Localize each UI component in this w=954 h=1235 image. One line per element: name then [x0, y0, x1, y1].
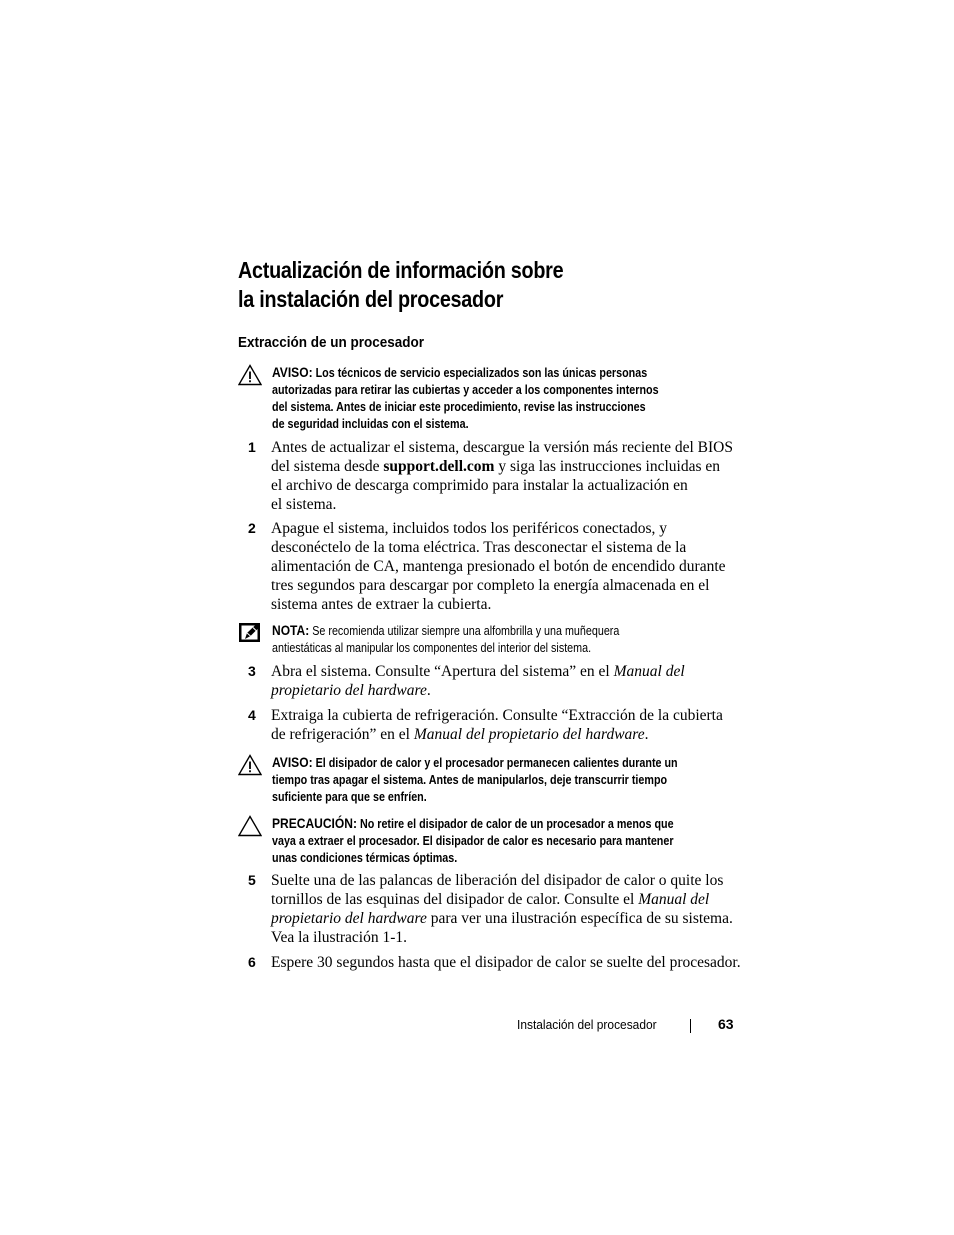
page-title-line-2: la instalación del procesador — [238, 286, 504, 312]
manual-title: Manual del propietario del hardware — [413, 726, 645, 743]
support-link: support.dell.com — [383, 458, 495, 475]
step-line — [271, 890, 771, 909]
footer-section-title: Instalación del procesador — [517, 1017, 657, 1032]
step-line: Antes de actualizar el sistema, descargue la versión más reciente del BIOS — [271, 439, 733, 456]
step-text-segment: . — [644, 726, 649, 743]
caution-triangle-icon — [238, 815, 262, 837]
caution-label: PRECAUCIÓN: — [272, 815, 357, 831]
step-number: 1 — [248, 439, 256, 455]
step-text-segment: Abra el sistema. Consulte “Apertura del sistema” en el — [271, 663, 614, 680]
page-number: 63 — [718, 1016, 734, 1032]
step-line: el sistema. — [271, 496, 337, 513]
warning-notice-1-text — [272, 364, 736, 433]
step-line: desconéctelo de la toma eléctrica. Tras desconectar el sistema de la — [271, 539, 687, 556]
step-line: Vea la ilustración 1-1. — [271, 929, 408, 946]
note-line: antiestáticas al manipular los componentes del interior del sistema. — [272, 641, 592, 655]
step-number: 5 — [248, 872, 256, 888]
page-title — [238, 256, 754, 314]
step-text-segment: y siga las instrucciones incluidas en — [494, 458, 721, 475]
step-line: Suelte una de las palancas de liberación del disipador de calor o quite los — [271, 872, 724, 889]
step-1-text — [271, 438, 771, 514]
step-5-text — [271, 871, 771, 947]
step-line — [271, 681, 771, 700]
page-title-line-1: Actualización de información sobre — [238, 257, 564, 283]
step-line — [271, 909, 771, 928]
note-label: NOTA: — [272, 622, 310, 638]
step-line — [271, 725, 771, 744]
step-number: 3 — [248, 663, 256, 679]
warning-notice-2-line: El disipador de calor y el procesador permanecen calientes durante un — [315, 756, 678, 770]
warning-notice-1-line: autorizadas para retirar las cubiertas y acceder a los componentes internos — [272, 383, 659, 397]
step-line: alimentación de CA, mantenga presionado el botón de encendido durante — [271, 558, 726, 575]
caution-line: vaya a extraer el procesador. El disipador de calor es necesario para mantener — [272, 834, 674, 848]
note-line: Se recomienda utilizar siempre una alfombrilla y una muñequera — [312, 624, 620, 638]
step-line — [271, 457, 771, 476]
note-pencil-icon — [238, 622, 262, 644]
footer-divider — [690, 1019, 691, 1033]
warning-notice-2-text — [272, 754, 736, 806]
manual-title: Manual del — [613, 663, 685, 680]
step-line: Extraiga la cubierta de refrigeración. Consulte “Extracción de la cubierta — [271, 707, 723, 724]
step-6-text — [271, 953, 771, 972]
step-number: 4 — [248, 707, 256, 723]
step-text-segment: tornillos de las esquinas del disipador de calor. Consulte el — [271, 891, 639, 908]
step-2-text — [271, 519, 771, 614]
warning-notice-2-line: suficiente para que se enfríen. — [272, 790, 427, 804]
step-text-segment: de refrigeración” en el — [271, 726, 414, 743]
warning-triangle-icon — [238, 754, 262, 776]
step-text-segment: . — [426, 682, 431, 699]
step-text-segment: del sistema desde — [271, 458, 384, 475]
warning-notice-1-line: de seguridad incluidas con el sistema. — [272, 417, 469, 431]
warning-label: AVISO: — [272, 364, 313, 380]
warning-notice-1-line: Los técnicos de servicio especializados son las únicas personas — [315, 366, 648, 380]
step-4-text — [271, 706, 771, 744]
warning-notice-2-line: tiempo tras apagar el sistema. Antes de manipularlos, deje transcurrir tiempo — [272, 773, 668, 787]
note-text — [272, 622, 736, 657]
caution-line: unas condiciones térmicas óptimas. — [272, 851, 458, 865]
step-line: Apague el sistema, incluidos todos los periféricos conectados, y — [271, 520, 668, 537]
step-line: tres segundos para descargar por completo la energía almacenada en el — [271, 577, 710, 594]
step-3-text — [271, 662, 771, 700]
caution-notice-text — [272, 815, 736, 867]
step-line — [271, 662, 771, 681]
section-subtitle: Extracción de un procesador — [238, 334, 425, 351]
step-line: Espere 30 segundos hasta que el disipador de calor se suelte del procesador. — [271, 954, 741, 971]
manual-title: Manual del — [638, 891, 710, 908]
warning-triangle-icon — [238, 364, 262, 386]
warning-label: AVISO: — [272, 754, 313, 770]
step-line: el archivo de descarga comprimido para instalar la actualización en — [271, 477, 688, 494]
step-line: sistema antes de extraer la cubierta. — [271, 596, 492, 613]
step-number: 6 — [248, 954, 256, 970]
warning-notice-1-line: del sistema. Antes de iniciar este procedimiento, revise las instrucciones — [272, 400, 646, 414]
manual-title: propietario del hardware — [271, 910, 427, 927]
caution-line: No retire el disipador de calor de un procesador a menos que — [359, 817, 674, 831]
manual-title: propietario del hardware — [271, 682, 427, 699]
step-text-segment: para ver una ilustración específica de su sistema. — [426, 910, 733, 927]
step-number: 2 — [248, 520, 256, 536]
